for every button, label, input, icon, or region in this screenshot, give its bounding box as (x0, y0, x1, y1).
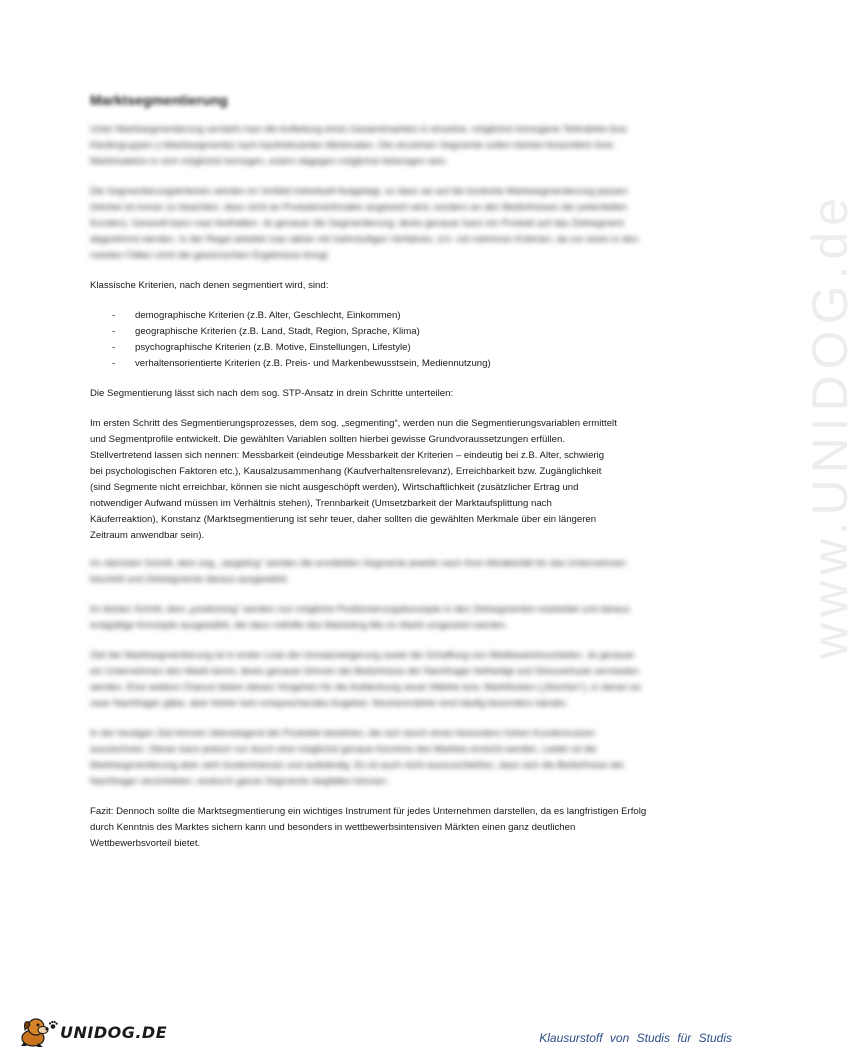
blurred-paragraph-2: Die Segmentierungskriterien werden im Vorfeld individuell festgelegt, so dass sie auf die konkrete Marktsegmentierung passen (hierbei ist immer zu beachten, dass nicht an Produktmerkmalen angesetzt wird, sondern an den Bedürfnissen der potentiellen Kunden). Generell kann man festhalten: Je genauer die Segmentierung, desto genauer kann ein Produkt auf das Zielsegment abgestimmt werden. In der Regel arbeitet man daher mit mehrstufigen Verfahren, d.h. mit mehreren Kriterien, da nur eines in den meisten Fällen nicht die gewünschten Ergebnisse bringt. (90, 186, 639, 261)
blurred-paragraph-5: Ziel der Marktsegmentierung ist in erster Linie die Umsatzsteigerung sowie die Schaffung von Wettbewerbsvorteilen. Je genauer ein Unternehmen den Markt kennt, desto genauer können die Bedürfnisse der Nachfrager befriedigt und Streuverluste vermieden werden. Eine weitere Chance bieten dieses Vorgehen für die Aufdeckung neuer Märkte bzw. Marktlücken („Nischen“), in denen es zwar Nachfrager gäbe, aber bisher kein entsprechendes Angebot. Nischenmärkte sind häufig besonders lukrativ. (90, 650, 641, 709)
blurred-paragraph-4: Im letzten Schritt, dem „positioning“ werden nun mögliche Positionierungskonzepte in den Zielsegmenten erarbeitet und daraus endgültige Konzepte ausgewählt, die dann mithilfe des Marketing Mix im Markt umgesetzt werden. (90, 604, 630, 631)
footer-tagline: Klausurstoff von Studis für Studis (539, 1031, 732, 1045)
step1-paragraph (90, 416, 650, 542)
list-item: - geographische Kriterien (z.B. Land, Stadt, Region, Sprache, Klima) (90, 324, 650, 340)
list-item: - demographische Kriterien (z.B. Alter, Geschlecht, Einkommen) (90, 308, 650, 324)
blurred-paragraph-6: In der heutigen Zeit können überwiegend die Produkte bestehen, die sich durch einen besonders hohen Kundennutzen auszeichnen. Dieser kann jedoch nur durch eine möglichst genaue Kenntnis des Marktes erreicht werden. Leider ist die Marktsegmentierung aber sehr kostenintensiv und aufwändig. Es ist auch nicht auszuschließen, dass sich die Bedürfnisse der Nachfrager verschieben, wodurch ganze Segmente wegfallen können. (90, 728, 625, 787)
criteria-list (90, 308, 650, 372)
dog-mascot-icon (18, 1016, 52, 1048)
paw-icon (48, 1020, 58, 1030)
blurred-paragraph-3: Im nächsten Schritt, dem sog. „targeting“ werden die ermittelten Segmente jeweils nach ihrer Attraktivität für das Unternehmen beurteilt und Zielsegmente daraus ausgewählt. (90, 558, 626, 585)
unidog-logo[interactable] (18, 1016, 167, 1048)
step1-line: (sind Segmente nicht erreichbar, können sie nicht ausgeschöpft werden), Wirtschaftlichkeit (zusätzlicher Ertrag und (90, 482, 579, 493)
list-item: - psychographische Kriterien (z.B. Motive, Einstellungen, Lifestyle) (90, 340, 650, 356)
step1-line: bei psychologischen Faktoren etc.), Kausalzusammenhang (Kaufverhaltensrelevanz), Erreichbarkeit bzw. Zugänglichkeit (90, 466, 602, 477)
step1-line: Stellvertretend lassen sich nennen: Messbarkeit (eindeutige Messbarkeit der Kriterien – eindeutig bei z.B. Alter, schwierig (90, 450, 605, 461)
document-body (90, 92, 650, 866)
step1-line: Käuferreaktion), Konstanz (Marktsegmentierung ist sehr teuer, daher sollten die gewählten Merkmale über ein längeren (90, 514, 597, 525)
criteria-intro: Klassische Kriterien, nach denen segmentiert wird, sind: (90, 280, 329, 291)
watermark: www.UNIDOG.de (802, 192, 858, 659)
stp-intro: Die Segmentierung lässt sich nach dem sog. STP-Ansatz in drein Schritte unterteilen: (90, 388, 454, 399)
document-title: Marktsegmentierung (90, 92, 228, 108)
fazit-paragraph: Fazit: Dennoch sollte die Marktsegmentierung ein wichtiges Instrument für jedes Unternehmen darstellen, da es langfristigen Erfolg durch Kenntnis des Marktes sichern kann und besonders in wettbewerbsintensiven Märkten einen ganz deutlichen Wettbewerbsvorteil bietet. (90, 806, 647, 849)
step1-line: und Segmentprofile entwickelt. Die gewählten Variablen sollten hierbei gewisse Grundvoraussetzungen erfüllen. (90, 434, 565, 445)
step1-line-cut: Zeitraum anwendbar sein). (90, 530, 205, 541)
step1-line: Im ersten Schritt des Segmentierungsprozesses, dem sog. „segmenting“, werden nun die Segmentierungsvariablen ermittelt (90, 418, 617, 429)
blurred-paragraph-1: Unter Marktsegmentierung versteht man die Aufteilung eines Gesamtmarktes in einzelne, möglichst homogene Teilmärkte bzw. Käufergruppen (=Marktsegmente) nach kaufrelevanten Merkmalen. Die einzelnen Segmente sollen hierbei hinsichtlich ihrer Marktreaktion in sich möglichst homogen, extern dagegen möglichst heterogen sein. (90, 124, 629, 167)
list-item: - verhaltensorientierte Kriterien (z.B. Preis- und Markenbewusstsein, Mediennutzung) (90, 356, 650, 372)
step1-line: notwendiger Aufwand müssen im Verhältnis stehen), Trennbarkeit (Umsetzbarkeit der Marktaufsplittung nach (90, 498, 552, 509)
logo-text: UNIDOG.DE (60, 1022, 168, 1042)
